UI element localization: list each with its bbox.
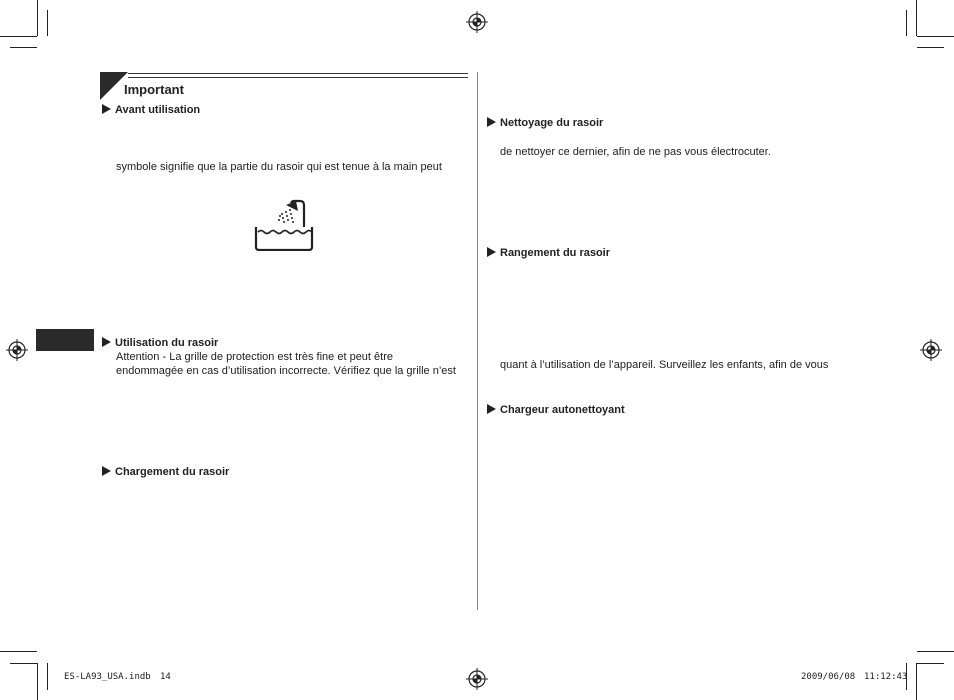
crop-mark [47, 663, 48, 690]
heading-text: Chargeur autonettoyant [500, 404, 625, 416]
footer-time: 11:12:43 [864, 672, 908, 682]
crop-mark [10, 663, 37, 664]
arrow-bullet-icon [487, 404, 496, 414]
crop-mark [10, 47, 37, 48]
registration-mark-icon [466, 11, 488, 33]
side-tab [36, 329, 94, 351]
crop-mark [37, 0, 38, 36]
shower-bath-icon [252, 199, 316, 251]
crop-mark [0, 36, 37, 37]
registration-mark-icon [6, 339, 28, 361]
arrow-bullet-icon [487, 117, 496, 127]
crop-mark [916, 663, 917, 700]
registration-mark-icon [920, 339, 942, 361]
important-rule-top [128, 73, 468, 74]
crop-mark [917, 651, 954, 652]
footer-page-number: 14 [160, 672, 171, 682]
paragraph-attention-line2: endommagée en cas d’utilisation incorrecte. Vérifiez que la grille n’est [116, 365, 456, 377]
crop-mark [0, 651, 37, 652]
paragraph-attention-line1: Attention - La grille de protection est très fine et peut être [116, 351, 393, 363]
section-heading-avant [102, 103, 200, 117]
heading-text: Utilisation du rasoir [115, 337, 219, 349]
heading-text: Avant utilisation [115, 104, 201, 116]
footer-file-name: ES-LA93_USA.indb [64, 672, 151, 682]
section-heading-chargeur [487, 403, 625, 417]
important-title: Important [124, 82, 184, 97]
paragraph-quant: quant à l’utilisation de l’appareil. Surveillez les enfants, afin de vous [500, 359, 829, 371]
heading-text: Rangement du rasoir [500, 247, 611, 259]
crop-mark [917, 663, 944, 664]
crop-mark [37, 663, 38, 700]
paragraph-symbole: symbole signifie que la partie du rasoir qui est tenue à la main peut [116, 161, 442, 173]
crop-mark [917, 47, 944, 48]
section-heading-rangement [487, 246, 610, 260]
important-rule-bottom [128, 77, 468, 78]
crop-mark [916, 0, 917, 36]
registration-mark-icon [466, 668, 488, 690]
section-heading-nettoyage [487, 116, 603, 130]
crop-mark [917, 36, 954, 37]
crop-mark [47, 10, 48, 36]
heading-text: Nettoyage du rasoir [500, 117, 604, 129]
arrow-bullet-icon [102, 466, 111, 476]
arrow-bullet-icon [102, 104, 111, 114]
paragraph-nettoyage: de nettoyer ce dernier, afin de ne pas vous électrocuter. [500, 146, 771, 158]
crop-mark [906, 10, 907, 36]
arrow-bullet-icon [487, 247, 496, 257]
section-heading-utilisation [102, 336, 218, 350]
section-heading-chargement [102, 465, 229, 479]
column-divider [477, 72, 478, 610]
heading-text: Chargement du rasoir [115, 466, 230, 478]
arrow-bullet-icon [102, 337, 111, 347]
footer-date: 2009/06/08 [801, 672, 856, 682]
